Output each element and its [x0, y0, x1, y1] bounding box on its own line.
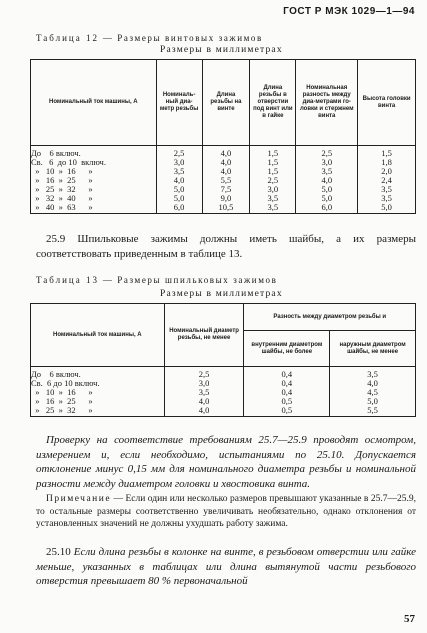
table12-header-hole-length: Длина резьбы в отверстии под винт или в гайке	[250, 60, 296, 146]
table12-header-diameter: Номиналь-ный диа-метр резьбы	[156, 60, 202, 146]
table-cell: 4,5	[330, 388, 416, 397]
table-cell: 3,5	[250, 203, 296, 214]
table-cell: » 16 » 25 »	[31, 397, 165, 406]
table-cell: 2,0	[358, 167, 416, 176]
table-cell: 3,5	[296, 167, 358, 176]
table-cell: 4,0	[164, 397, 244, 406]
table-cell: 3,0	[296, 158, 358, 167]
table-cell: 2,5	[164, 367, 244, 380]
table-cell: 5,0	[156, 194, 202, 203]
table-cell: 9,0	[202, 194, 250, 203]
table12-header-current: Номинальный ток машины, А	[31, 60, 157, 146]
table-cell: Св. 6 до 10 включ.	[31, 158, 157, 167]
table-cell: » 10 » 16 »	[31, 167, 157, 176]
table-cell: » 40 » 63 »	[31, 203, 157, 214]
table-cell: 5,0	[156, 185, 202, 194]
table-cell: 4,0	[202, 146, 250, 159]
paragraph-verification: Проверку на соответствие требованиям 25.7—25.9 проводят осмотром, измерением и, если необходимо, испытаниями по 25.10. Допускается отклонение минус 0,15 мм для номинального диаметра резьбы и номинальной разности между диаметром головки и хвостовика винта.	[36, 434, 416, 490]
table13-caption-text: — Размеры шпильковых зажимов	[99, 275, 278, 285]
table13	[30, 303, 416, 417]
table13-header-current: Номинальный ток машины, А	[31, 304, 165, 367]
table-cell: 3,5	[358, 194, 416, 203]
table-cell: 0,4	[244, 388, 330, 397]
table-row	[31, 203, 416, 214]
table-cell: 2,4	[358, 176, 416, 185]
table-cell: 3,0	[250, 185, 296, 194]
table-cell: 0,5	[244, 406, 330, 417]
table12-caption	[36, 33, 263, 43]
paragraph-25-10-text: Если длина резьбы в колонке на винте, в резьбовом отверстии или гайке меньше, указанных в таблицах или длина вытянутой части резьбового отверстия превышает 80 % первоначальной	[36, 546, 416, 587]
table-cell: 3,0	[164, 379, 244, 388]
table-cell: 4,0	[296, 176, 358, 185]
table-cell: 2,5	[296, 146, 358, 159]
note-text: — Если один или несколько размеров превышают указанные в 25.7—25.9, то остальные размеры соответственно увеличивать необязательно, однако отклонения от установленных значений не должны ухудшать работу зажима.	[36, 494, 416, 529]
table-cell: 0,4	[244, 379, 330, 388]
table-cell: 4,0	[164, 406, 244, 417]
table12-caption-label: Таблица 12	[36, 33, 99, 43]
table-cell: 4,0	[202, 167, 250, 176]
table-cell: 4,0	[330, 379, 416, 388]
table-cell: 0,4	[244, 367, 330, 380]
table-cell: До 6 включ.	[31, 367, 165, 380]
table-cell: 2,5	[250, 176, 296, 185]
table-cell: 6,0	[156, 203, 202, 214]
table12-caption-text: — Размеры винтовых зажимов	[99, 33, 263, 43]
table-cell: 1,8	[358, 158, 416, 167]
table-cell: » 25 » 32 »	[31, 185, 157, 194]
table-cell: 1,5	[250, 146, 296, 159]
table-cell: » 16 » 25 »	[31, 176, 157, 185]
table12	[30, 59, 416, 214]
table-cell: 1,5	[250, 158, 296, 167]
table-cell: 5,5	[202, 176, 250, 185]
table-cell: 1,5	[358, 146, 416, 159]
table-cell: До 6 включ.	[31, 146, 157, 159]
table-cell: 4,0	[202, 158, 250, 167]
table-row	[31, 406, 416, 417]
table-cell: 3,5	[330, 367, 416, 380]
table-cell: 5,5	[330, 406, 416, 417]
table-cell: 1,5	[250, 167, 296, 176]
table-cell: 3,5	[156, 167, 202, 176]
table-cell: » 25 » 32 »	[31, 406, 165, 417]
table13-caption-label: Таблица 13	[36, 275, 99, 285]
paragraph-25-10	[36, 545, 416, 589]
table-cell: 3,5	[250, 194, 296, 203]
table-cell: 4,0	[156, 176, 202, 185]
table12-units: Размеры в миллиметрах	[160, 45, 283, 55]
table-cell: 6,0	[296, 203, 358, 214]
table-cell: 3,0	[156, 158, 202, 167]
table13-header-diff: Разность между диаметром резьбы и	[244, 304, 416, 331]
note	[36, 493, 416, 531]
table-cell: Св. 6 до 10 включ.	[31, 379, 165, 388]
table-cell: 5,0	[330, 397, 416, 406]
paragraph-25-9: 25.9 Шпильковые зажимы должны иметь шайбы, а их размеры соответствовать приведенным в таблице 13.	[36, 233, 416, 260]
table-cell: » 10 » 16 »	[31, 388, 165, 397]
table-cell: 10,5	[202, 203, 250, 214]
table13-caption	[36, 275, 277, 285]
paragraph-25-10-number: 25.10	[46, 546, 74, 558]
table-cell: 5,0	[358, 203, 416, 214]
table12-header-head-height: Высота головки винта	[358, 60, 416, 146]
table-cell: 2,5	[156, 146, 202, 159]
note-label: Примечание	[46, 494, 112, 504]
document-header: ГОСТ Р МЭК 1029—1—94	[283, 6, 415, 17]
table13-units: Размеры в миллиметрах	[160, 289, 283, 299]
page-number: 57	[404, 613, 415, 625]
table-cell: » 32 » 40 »	[31, 194, 157, 203]
table-cell: 0,5	[244, 397, 330, 406]
table-cell: 5,0	[296, 185, 358, 194]
table12-header-head-diff: Номинальная разность между диа-метрами го-ловки и стержнем винта	[296, 60, 358, 146]
table-cell: 3,5	[358, 185, 416, 194]
table13-header-inner: внутренним диаметром шайбы, не более	[244, 331, 330, 367]
table-cell: 3,5	[164, 388, 244, 397]
table-cell: 5,0	[296, 194, 358, 203]
table-cell: 7,5	[202, 185, 250, 194]
table12-header-screw-length: Длина резьбы на винте	[202, 60, 250, 146]
table13-header-diameter: Номинальный диаметр резьбы, не менее	[164, 304, 244, 367]
table13-header-outer: наружным диаметром шайбы, не менее	[330, 331, 416, 367]
